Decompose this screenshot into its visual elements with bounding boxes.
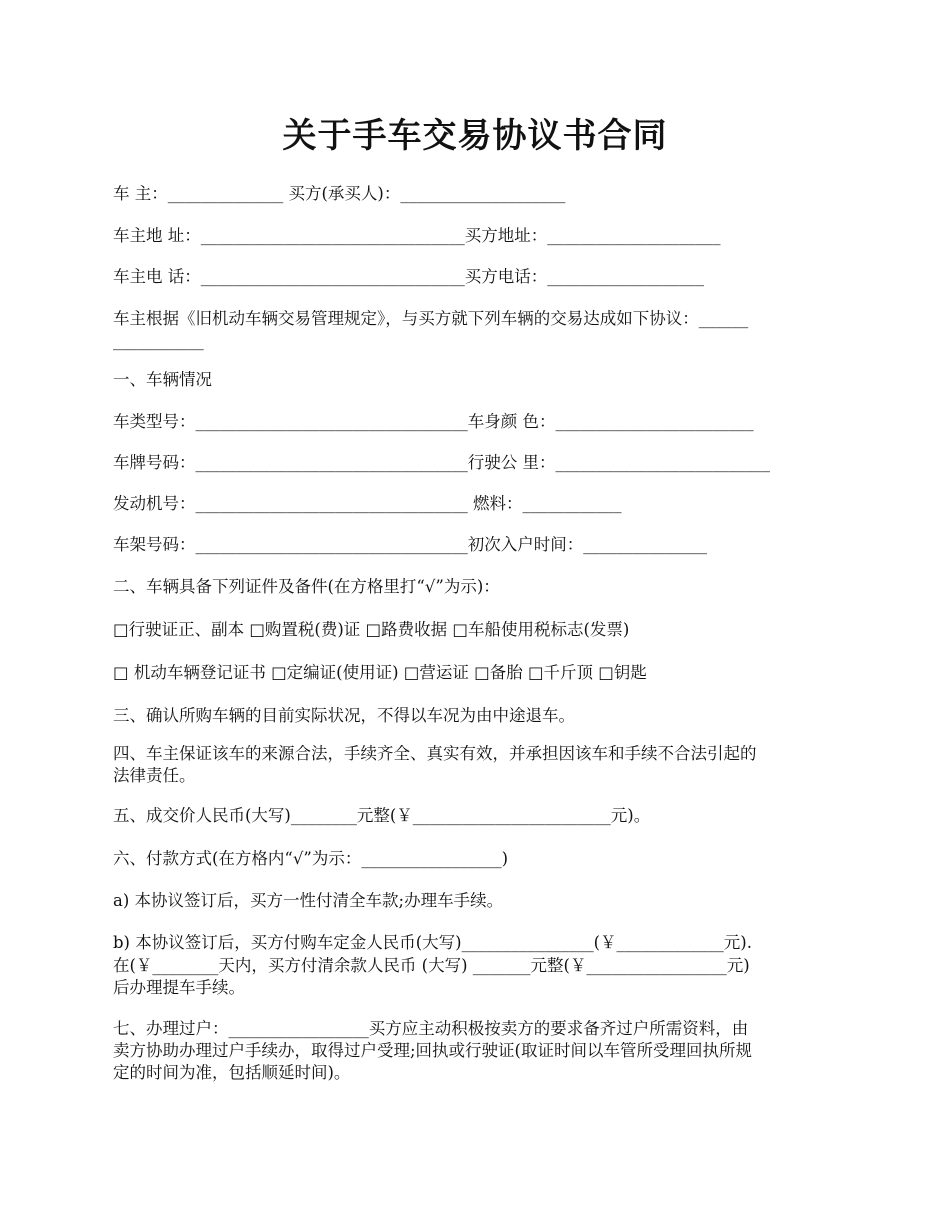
text-line-phone: 车主电 话：________________________________买方电话：___________________	[113, 267, 704, 286]
text-line-address: 车主地 址：________________________________买方地址：_____________________	[113, 226, 721, 245]
section-heading-vehicle: 一、车辆情况	[113, 370, 212, 389]
checkbox-line-documents-2: □ 机动车辆登记证书 □定编证(使用证) □营运证 □备胎 □千斤顶 □钥匙	[113, 663, 647, 682]
text-line-frame-registration: 车架号码：_________________________________初次入户时间：_______________	[113, 535, 707, 554]
text-line-agreement-intro-cont: ___________	[113, 331, 204, 350]
section-heading-documents: 二、车辆具备下列证件及备件(在方格里打“√”为示)：	[113, 577, 500, 596]
text-line-agreement-intro: 车主根据《旧机动车辆交易管理规定》，与买方就下列车辆的交易达成如下协议：______	[113, 309, 749, 328]
section-heading-payment: 六、付款方式(在方格内“√”为示：_________________)	[113, 849, 509, 868]
payment-option-b: b) 本协议签订后，买方付购车定金人民币(大写)________________(￥_____________元).	[113, 933, 752, 952]
text-line-owner-buyer: 车 主：______________ 买方(承买人)：____________________	[113, 184, 566, 203]
section-heading-transfer: 七、办理过户：_________________买方应主动积极按卖方的要求备齐过户所需资料，由	[113, 1019, 749, 1038]
payment-option-a: a) 本协议签订后，买方一性付清全车款;办理车手续。	[113, 891, 504, 910]
payment-option-b-cont-2: 后办理提车手续。	[113, 978, 245, 997]
text-line-engine-fuel: 发动机号：_________________________________ 燃料：____________	[113, 494, 622, 513]
section-heading-price: 五、成交价人民币(大写)________元整(￥________________________元)。	[113, 806, 651, 825]
section-heading-guarantee: 四、车主保证该车的来源合法，手续齐全、真实有效，并承担因该车和手续不合法引起的	[113, 744, 757, 763]
section-heading-condition: 三、确认所购车辆的目前实际状况，不得以车况为由中途退车。	[113, 706, 575, 725]
section-guarantee-cont: 法律责任。	[113, 766, 196, 785]
document-title: 关于手车交易协议书合同	[282, 116, 668, 156]
section-transfer-cont: 卖方协助办理过户手续办，取得过户受理;回执或行驶证(取证时间以车管所受理回执所规	[113, 1041, 752, 1060]
text-line-plate-mileage: 车牌号码：_________________________________行驶公 里：__________________________	[113, 453, 770, 472]
checkbox-line-documents-1: □行驶证正、副本 □购置税(费)证 □路费收据 □车船使用税标志(发票)	[113, 620, 630, 639]
section-transfer-cont-2: 定的时间为准，包括顺延时间)。	[113, 1063, 351, 1082]
payment-option-b-cont: 在(￥________天内，买方付清余款人民币 (大写) _______元整(￥_________________元)	[113, 956, 750, 975]
text-line-model-color: 车类型号：_________________________________车身颜 色：________________________	[113, 412, 754, 431]
